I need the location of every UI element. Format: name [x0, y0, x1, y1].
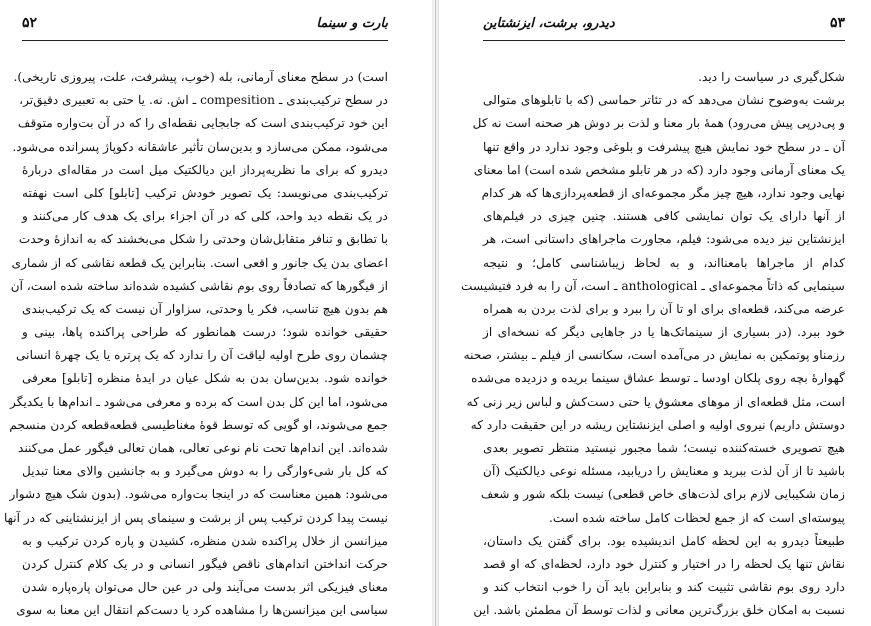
text-line: جمع می‌شوند، او گویی که توسط قوهٔ مغناطیسی قطعه‌قطعه کردن منسجم	[9, 417, 388, 432]
text-line: برشت به‌وضوح نشان می‌دهد که در تئاتر حماسی (که با تابلوهای متوالی	[483, 93, 845, 108]
text-line: که کل بار شیءوارگی را به دوش می‌گیرد و به جانشین والای معنا تبدیل	[22, 464, 388, 479]
right-page-number: ۵۳	[829, 15, 845, 31]
left-page-number: ۵۲	[22, 15, 38, 31]
text-line: سیاسی این میزانسن‌ها را مشاهده کرد یا دست‌کم انتقال این معنا به سوی	[16, 603, 388, 618]
right-page	[439, 0, 871, 626]
left-page-header	[22, 10, 388, 36]
text-line: شده‌اند. این اندام‌ها تحت نام نوعی تعالی، همان تعالی فیگور عمل می‌کنند	[18, 441, 388, 455]
right-header-rule	[483, 40, 845, 41]
text-line: گهوارهٔ بچه روی پلکان اودسا ـ توسط عشاق سینما بریده و دزدیده می‌شده	[471, 371, 845, 386]
text-line: این خود ترکیب‌بندی است که جابجایی نقطه‌ای را که در آن بت‌واره متوقف	[17, 116, 388, 131]
text-line: اعضای بدن یک جانور و اقعی است. بنابراین یک قطعه نقاشی که از شماری	[11, 255, 388, 270]
text-line: سینمایی که ذاتاً مجموعه‌ای ـ anthological ـ است، آن را به فرد فتیشیست	[461, 278, 845, 293]
left-page-body	[3, 66, 388, 626]
text-line: معنای فیزیکی اثر بدست می‌آیند ولی در عین حال می‌توان پاره‌پاره شدن	[22, 580, 388, 595]
text-line: نیست پیدا کردن ترکیب پس از برشت و سینمای پس از ایزنشتاینی که در آنها	[3, 510, 388, 525]
text-line: است) در سطح معنای آرمانی، بله (خوب، پیشرفت، علت، پیروزی تاریخی).	[13, 70, 388, 84]
text-line: هم بدون هیچ تناسب، فکر یا وحدتی، سزاوار آن نیست که یک ترکیب‌بندی	[22, 301, 388, 316]
left-running-title: بارت و سینما	[316, 15, 388, 31]
text-line: زمان شکیبایی لازم برای لذت‌های خاص قطعی) نیست بلکه شور و شعف	[480, 487, 845, 502]
text-line: عرضه می‌کند، قطعه‌ای برای او تا آن را ببرد و برای لذت بردن به همراه	[483, 301, 845, 316]
text-line: از آنها دارای یک توان نمایشی کافی هستند. چنین چیزی در فیلم‌های	[483, 209, 845, 224]
text-line: است، مثل قطعه‌ای از موهای معشوق یا حتی دست‌کش و لباس زیر زنی که	[466, 394, 845, 409]
text-line: هیچ تصویری خسته‌کننده نیست؛ شما مجبور نیستید منتظر تصویر بعدی	[483, 441, 845, 455]
text-line: دارد روی بوم نقاشی تثبیت کند و بنابراین باید آن را خوب انتخاب کند و	[483, 580, 845, 595]
text-line: با تطابق و تنافر متقابل‌شان وحدتی را شکل می‌بخشند که به اندازهٔ وحدت	[18, 232, 388, 247]
text-line: نسبت به امکان خلق بزرگ‌ترین معانی و لذات توسط آن مطمئن باشد. این	[473, 603, 845, 618]
text-line: کدام از ماجراها بامعنااند، و به لحاظ زیباشناسی کامل؛ و نتیجه	[483, 255, 845, 270]
text-line: حرکت انداختن اندام‌های ناقص فیگور انسانی و در یک کلام کنترل کردن	[22, 556, 388, 571]
text-line: خود ببرد. (در بسیاری از سینماتک‌ها یا در جاهایی دیگر که نسخه‌ای از	[483, 325, 845, 340]
text-line: نهایی وجود ندارد، هیچ چیز مگر مجموعه‌ای از قطعه‌پردازی‌ها که هر کدام	[481, 185, 845, 200]
text-line: ایزنشتاین نیز دیده می‌شود: فیلم، مجاورت ماجراهای داستانی است، هر	[483, 232, 845, 247]
text-line: طبیعتاً دیدرو به این لحظه کامل اندیشیده بود. برای گفتن یک داستان،	[483, 533, 845, 548]
text-line: و پی‌درپی پیش می‌رود) همهٔ بار معنا و لذت بر دوش هر صحنه است نه کل	[472, 116, 845, 131]
right-page-body	[461, 66, 845, 626]
text-line: پیوسته‌ای است که از جمع لحظات کامل ساخته شده است.	[549, 510, 845, 525]
text-line: دیدرو که برای ما نظریه‌پرداز این دیالکتیک میل است در مقاله‌ای دربارهٔ	[22, 162, 388, 177]
text-line: یک معنای آرمانی وجود دارد (که در هر تابلو مشخص شده است) اما معنای	[473, 162, 845, 177]
text-line: باشید تا از آن لذت ببرید و معنایش را دریابید، مسئله نوعی دیالکتیک (آن	[483, 464, 845, 479]
text-line: شکل‌گیری در سیاست را دید.	[698, 70, 845, 84]
text-line: ترکیب‌بندی می‌نویسد: یک تصویر خودش ترکیب [تابلو] کلی است نهفته	[22, 185, 388, 200]
text-line: نقاش تنها یک لحظه را در اختیار و کنترل خود دارد، لحظه‌ای که او قصد	[483, 556, 845, 571]
right-running-title: دیدرو، برشت، ایزنشتاین	[483, 15, 615, 31]
text-line: می‌شود، ممکن می‌سازد و بدین‌سان تأثیر عاشقانه دکوپاژ پسرانده می‌شود.	[12, 139, 388, 154]
text-line: میزانسن از خلال پراکنده شدن منظره، کشیدن و پاره کردن ترکیب و به	[22, 533, 388, 548]
text-line: حقیقی خوانده شود؛ درست همانطور که طراحی پراکنده پاها، بینی و	[22, 325, 388, 340]
text-line: می‌شود: همین معناست که در اینجا بت‌واره می‌شود. (بدون شک هیچ دشوار	[9, 487, 388, 502]
left-page	[0, 0, 432, 626]
right-page-header	[483, 10, 845, 36]
text-line: خوانده شود. بدین‌سان بدن به شکل عیان در ایدهٔ منظره [تابلو] معرفی	[22, 371, 388, 386]
text-line: از فیگورها که تصادفاً روی بوم نقاشی کشیده شده‌اند ساخته شده است، آن	[10, 278, 388, 293]
text-line: می‌شود، اما این کل بدن است که برده و معرفی می‌شود ـ اندام‌ها با یکدیگر	[10, 394, 388, 409]
text-line: در یک نقطه دید واحد، کلی که در آن اجزاء برای یک هدف کار می‌کنند و	[22, 209, 388, 224]
text-line: آن ـ در سطح خود نمایش هیچ پیشرفت و بلوغی وجود ندارد در واقع تنها	[483, 139, 845, 154]
gutter-line	[435, 0, 436, 626]
left-header-rule	[22, 40, 388, 41]
text-line: دوستش داریم) نیروی اولیه و اصلی ایزنشتاین ریشه در این حقیقت دارد که	[470, 417, 845, 432]
text-line: چشمان روی طرح اولیه لیاقت آن را ندارد که یک پرتره یا یک چهرهٔ انسانی	[16, 348, 388, 363]
text-line: رزمناو پوتمکین به نمایش در می‌آمده است، سکانسی از فیلم ـ بیشتر، صحنه	[463, 348, 845, 363]
text-line: در سطح ترکیب‌بندی ـ compesition ـ اش. نه. یا حتی به تعبیری دقیق‌تر،	[19, 93, 388, 108]
